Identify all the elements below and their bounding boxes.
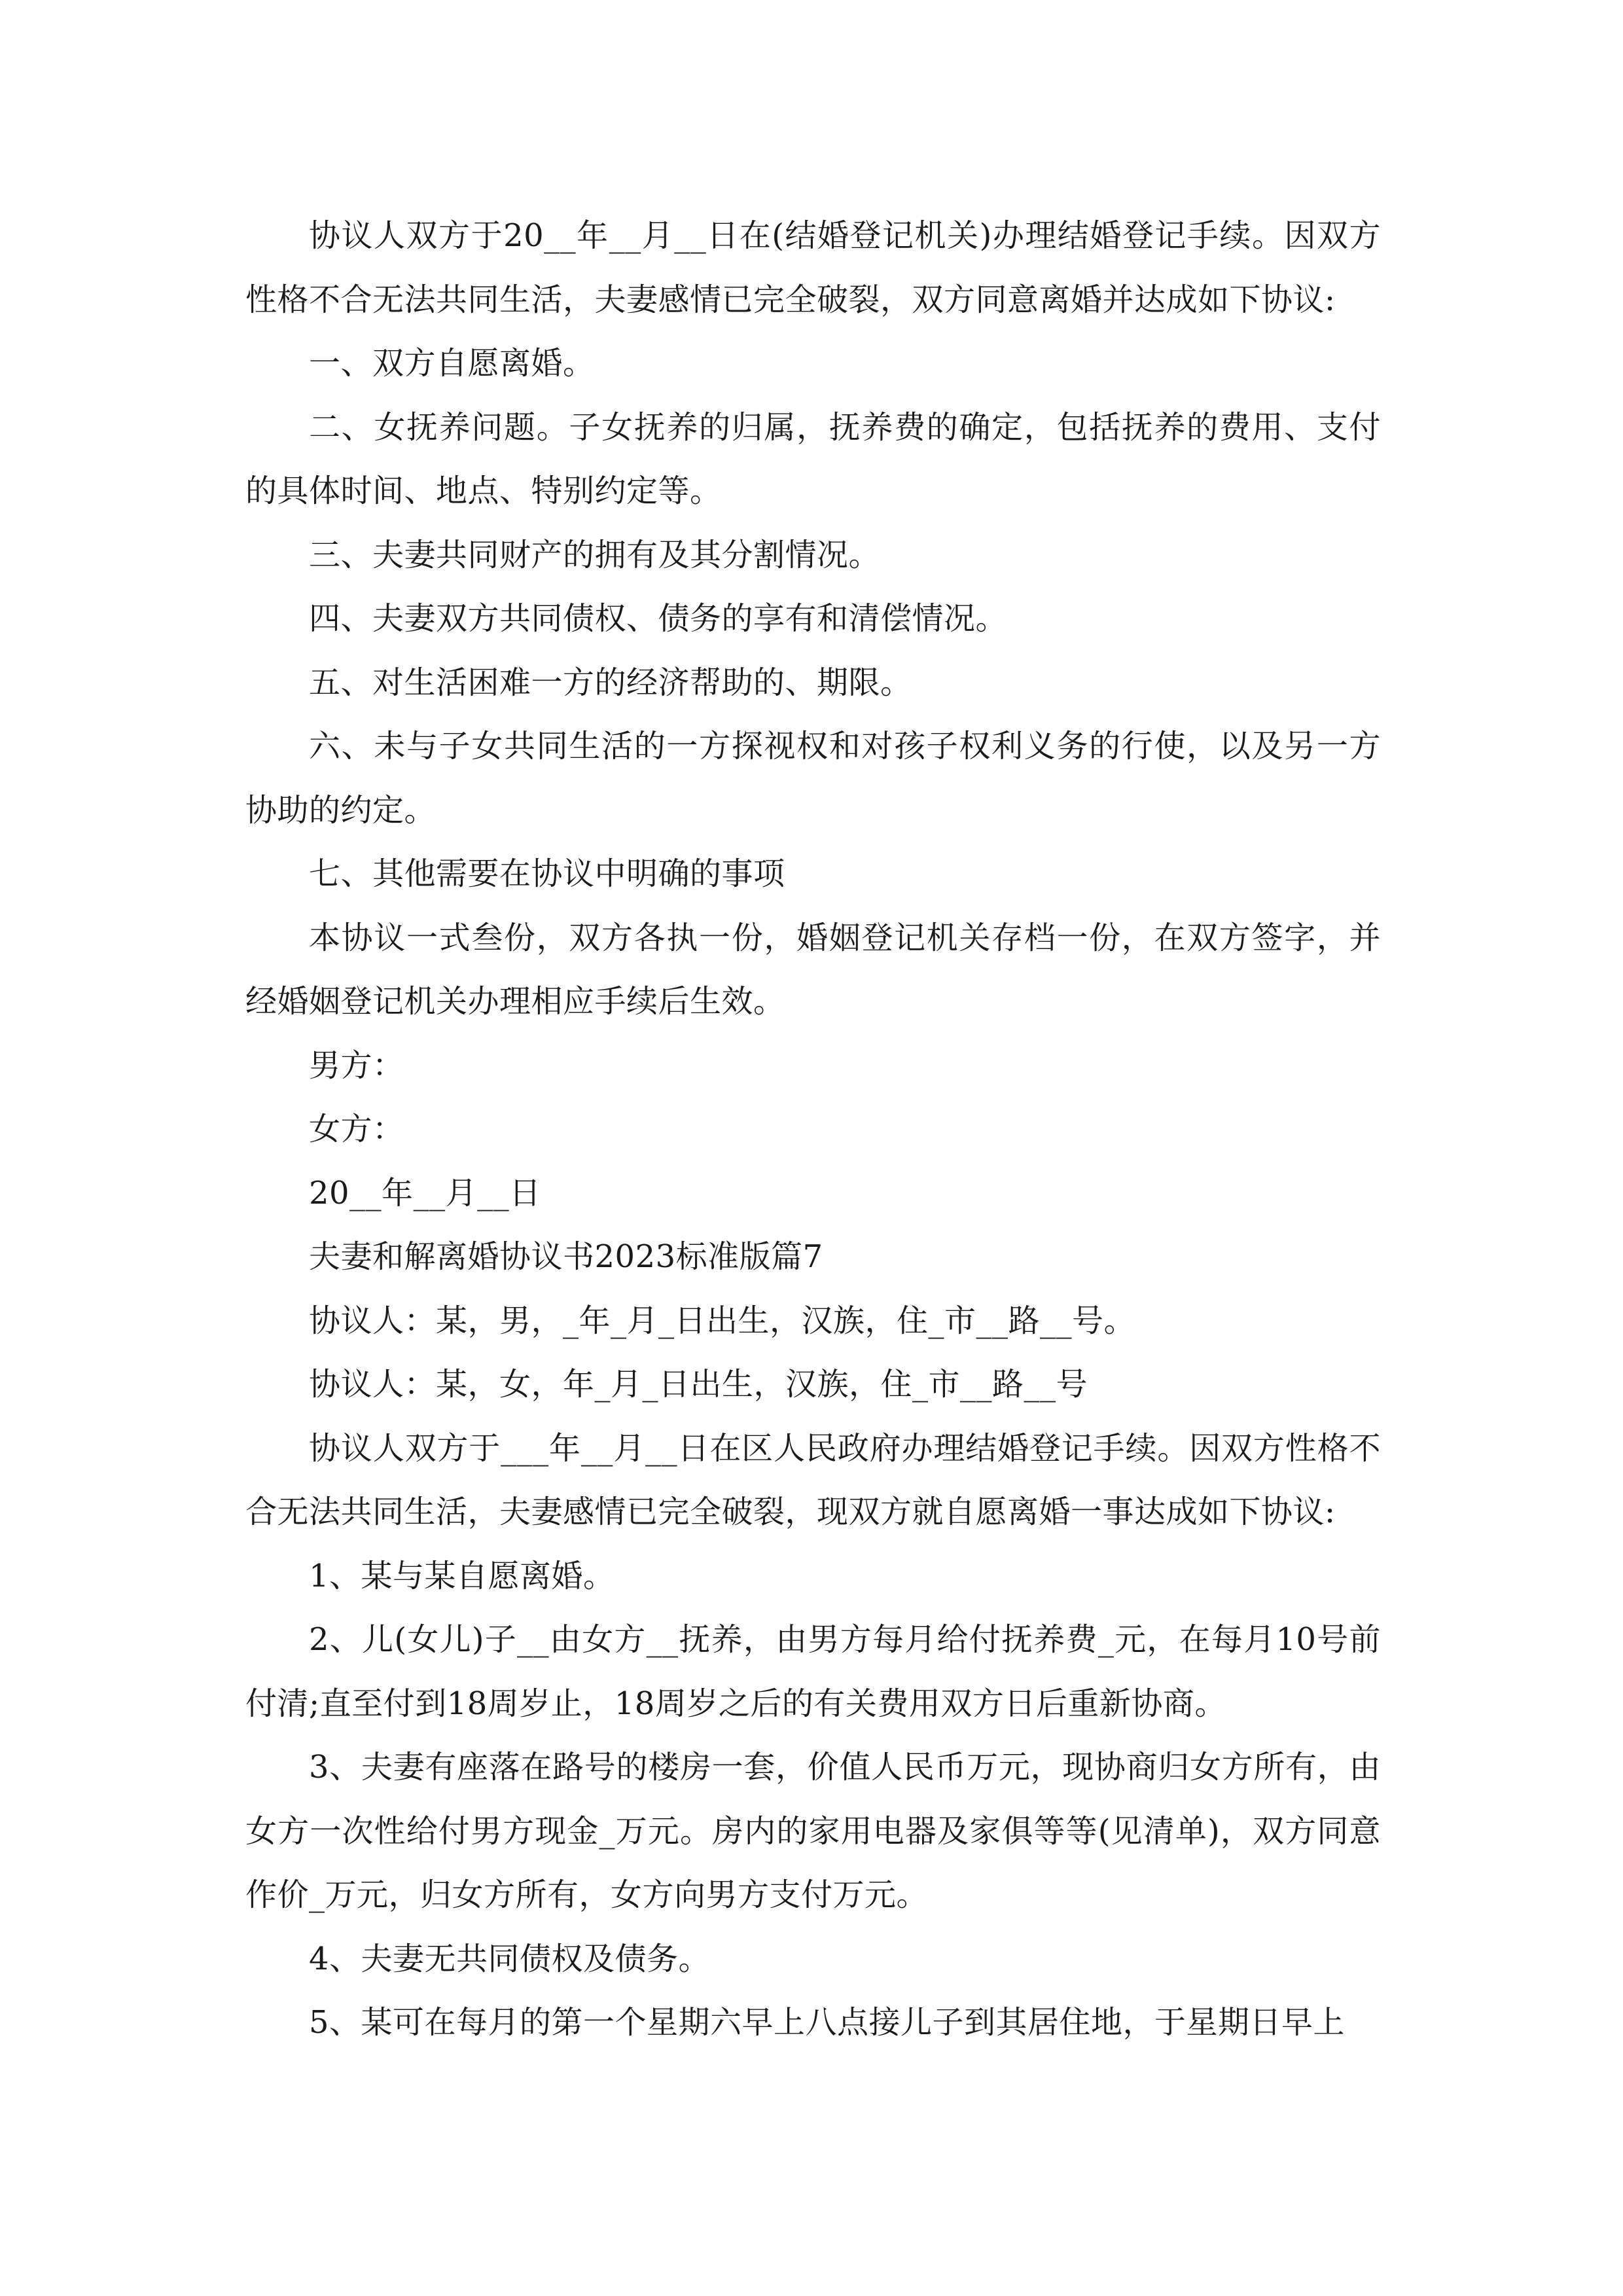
signature-male: 男方： [309, 1047, 404, 1084]
paragraph-clause-7: 七、其他需要在协议中明确的事项 [309, 855, 785, 892]
paragraph-agreement-intro-2: 协议人双方于___年__月__日在区人民政府办理结婚登记手续。因双方性格不合无法共同生活，夫妻感情已完全破裂，现双方就自愿离婚一事达成如下协议: [245, 1429, 1381, 1530]
paragraph-agreement-intro: 协议人双方于20__年__月__日在(结婚登记机关)办理结婚登记手续。因双方性格不合无法共同生活，夫妻感情已完全破裂，双方同意离婚并达成如下协议: [245, 217, 1381, 318]
paragraph-clause-2: 二、女抚养问题。子女抚养的归属，抚养费的确定，包括抚养的费用、支付的具体时间、地点、特别约定等。 [245, 408, 1381, 509]
paragraph-clause-6: 六、未与子女共同生活的一方探视权和对孩子权利义务的行使，以及另一方协助的约定。 [245, 728, 1381, 829]
paragraph-item-4: 4、夫妻无共同债权及债务。 [309, 1940, 711, 1977]
paragraph-copies-note: 本协议一式叁份，双方各执一份，婚姻登记机关存档一份，在双方签字，并经婚姻登记机关办理相应手续后生效。 [245, 919, 1381, 1020]
section-heading: 夫妻和解离婚协议书2023标准版篇7 [309, 1238, 823, 1275]
signature-date: 20__年__月__日 [309, 1174, 541, 1211]
paragraph-clause-3: 三、夫妻共同财产的拥有及其分割情况。 [309, 536, 881, 573]
party-female-info: 协议人：某，女，年_月_日出生，汉族，住_市__路__号 [309, 1366, 1088, 1403]
paragraph-item-1: 1、某与某自愿离婚。 [309, 1557, 615, 1594]
paragraph-item-2: 2、儿(女儿)子__由女方__抚养，由男方每月给付抚养费_元，在每月10号前付清;直至付到18周岁止，18周岁之后的有关费用双方日后重新协商。 [245, 1621, 1381, 1722]
party-male-info: 协议人：某，男，_年_月_日出生，汉族，住_市__路__号。 [309, 1302, 1136, 1339]
signature-female: 女方： [309, 1111, 404, 1147]
document-body [245, 204, 1381, 2055]
paragraph-clause-4: 四、夫妻双方共同债权、债务的享有和清偿情况。 [309, 600, 1008, 637]
paragraph-clause-1: 一、双方自愿离婚。 [309, 345, 595, 382]
paragraph-clause-5: 五、对生活困难一方的经济帮助的、期限。 [309, 664, 912, 701]
paragraph-item-3: 3、夫妻有座落在路号的楼房一套，价值人民币万元，现协商归女方所有，由女方一次性给付男方现金_万元。房内的家用电器及家俱等等(见清单)，双方同意作价_万元，归女方所有，女方向男方支付万元。 [245, 1749, 1381, 1913]
paragraph-item-5: 5、某可在每月的第一个星期六早上八点接儿子到其居住地，于星期日早上 [309, 2004, 1346, 2041]
